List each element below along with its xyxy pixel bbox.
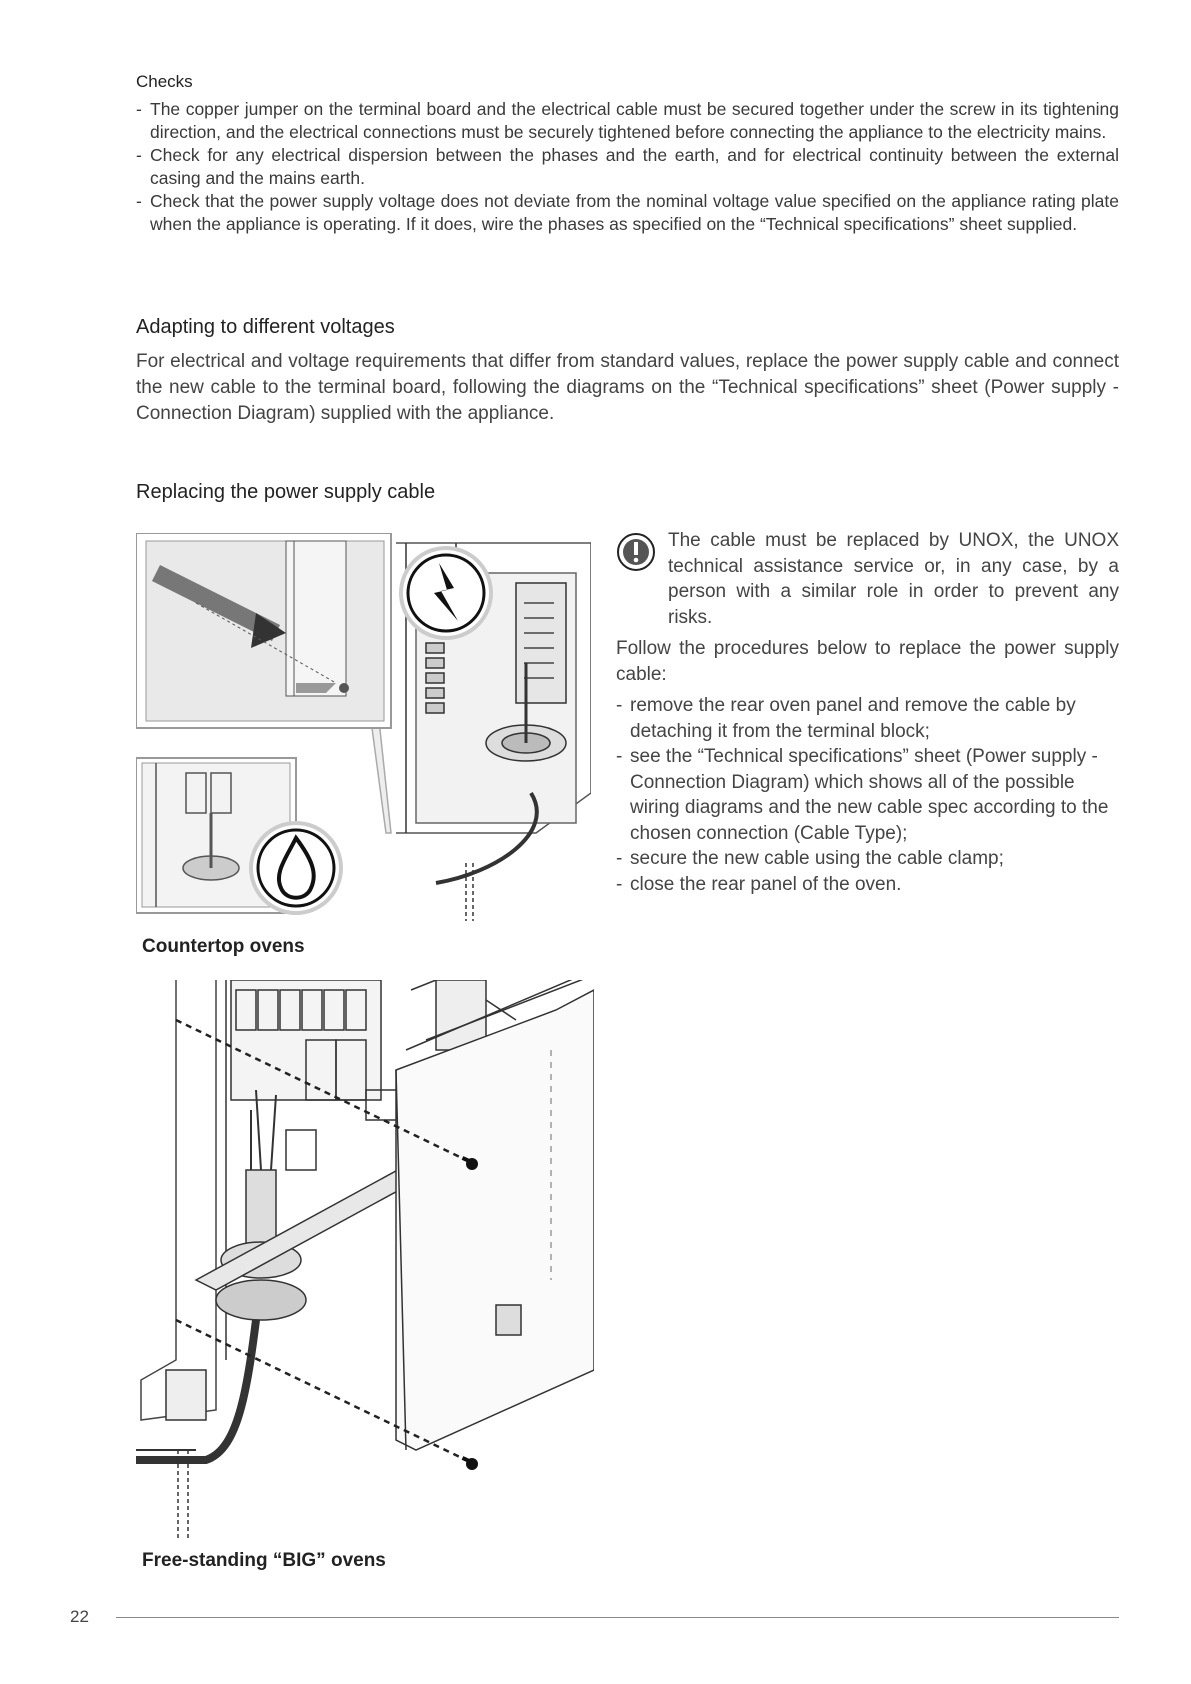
step-text: secure the new cable using the cable clamp; <box>630 848 1004 869</box>
countertop-caption: Countertop ovens <box>142 936 305 957</box>
big-oven-illustration <box>136 980 594 1540</box>
checks-heading: Checks <box>136 72 193 91</box>
step-item: - remove the rear oven panel and remove the cable by detaching it from the terminal block; <box>616 695 1076 742</box>
page-number: 22 <box>70 1607 89 1626</box>
adapting-heading: Adapting to different voltages <box>136 316 395 338</box>
step-text: remove the rear oven panel and remove the cable by detaching it from the terminal block; <box>630 695 1076 742</box>
checks-item: - Check for any electrical dispersion between the phases and the earth, and for electrical continuity between the external casing and the mains earth. <box>136 145 1119 188</box>
checks-item: - Check that the power supply voltage does not deviate from the nominal voltage value specified on the appliance rating plate when the appliance is operating. If it does, wire the phases as specified on the “Technical specifications” sheet supplied. <box>136 191 1119 234</box>
adapting-body: For electrical and voltage requirements that differ from standard values, replace the power supply cable and connect the new cable to the terminal board, following the diagrams on the “Technical specifications” sheet (Power supply - Connection Diagram) supplied with the appliance. <box>136 351 1119 424</box>
step-item: - see the “Technical specifications” sheet (Power supply - Connection Diagram) which shows all of the possible wiring diagrams and the new cable spec according to the chosen connection (Cable Type); <box>616 746 1109 844</box>
step-text: close the rear panel of the oven. <box>630 873 902 895</box>
warning-text: The cable must be replaced by UNOX, the UNOX technical assistance service or, in any case, by a person with a similar role in order to prevent any risks. <box>668 530 1119 628</box>
checks-item-text: The copper jumper on the terminal board and the electrical cable must be secured together under the screw in its tightening direction, and the electrical connections must be securely tightened before connecting the appliance to the electricity mains. <box>150 99 1119 142</box>
replacing-text <box>616 528 1119 897</box>
warning-icon <box>616 532 656 572</box>
step-item: - close the rear panel of the oven. <box>616 873 902 895</box>
checks-item-text: Check that the power supply voltage does not deviate from the nominal voltage value specified on the appliance rating plate when the appliance is operating. If it does, wire the phases as specified on the “Technical specifications” sheet supplied. <box>150 191 1119 234</box>
checks-list <box>136 98 1119 236</box>
checks-item-text: Check for any electrical dispersion between the phases and the earth, and for electrical continuity between the external casing and the mains earth. <box>150 145 1119 188</box>
checks-item: - The copper jumper on the terminal board and the electrical cable must be secured together under the screw in its tightening direction, and the electrical connections must be securely tightened before connecting the appliance to the electricity mains. <box>136 99 1119 142</box>
countertop-oven-illustration <box>136 533 591 921</box>
replacing-intro: Follow the procedures below to replace the power supply cable: <box>616 638 1119 685</box>
replacing-heading: Replacing the power supply cable <box>136 481 436 503</box>
footer-rule <box>116 1617 1119 1618</box>
bigoven-caption: Free-standing “BIG” ovens <box>142 1550 386 1571</box>
step-item: - secure the new cable using the cable clamp; <box>616 848 1004 869</box>
step-text: see the “Technical specifications” sheet (Power supply - Connection Diagram) which shows all of the possible wiring diagrams and the new cable spec according to the chosen connection (Cable Type); <box>630 746 1109 844</box>
